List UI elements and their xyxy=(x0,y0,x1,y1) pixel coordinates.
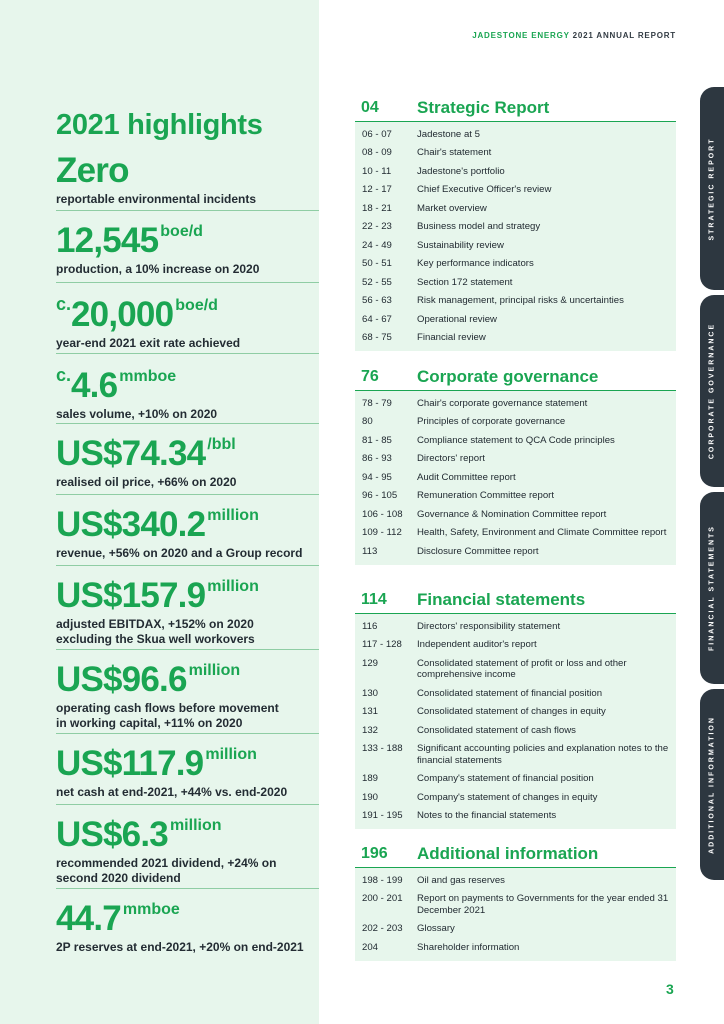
highlight-figure: c.4.6 mmboe xyxy=(56,365,177,405)
toc-row[interactable] xyxy=(355,292,676,311)
toc-title: Jadestone at 5 xyxy=(417,128,480,140)
toc-pages: 133 - 188 xyxy=(362,743,403,754)
toc-title: Section 172 statement xyxy=(417,276,513,288)
highlight-figure: US$157.9 million xyxy=(56,576,259,615)
toc-row[interactable] xyxy=(355,890,676,920)
header-brand: JADESTONE ENERGY xyxy=(472,31,570,40)
toc-section-title[interactable]: Additional information xyxy=(417,844,599,863)
toc-pages: 113 xyxy=(362,545,378,557)
highlight-figure: US$96.6 million xyxy=(56,660,241,699)
toc-title: Business model and strategy xyxy=(417,221,541,232)
toc-pages: 132 xyxy=(362,724,379,736)
toc-title: Oil and gas reserves xyxy=(417,874,505,886)
toc-row[interactable] xyxy=(355,218,676,237)
toc-row[interactable] xyxy=(355,524,676,543)
toc-pages: 86 - 93 xyxy=(362,453,392,464)
toc-title: Chair's corporate governance statement xyxy=(417,397,588,409)
toc-row[interactable] xyxy=(355,740,676,770)
toc-title: Sustainability review xyxy=(417,239,504,251)
toc-title: Key performance indicators xyxy=(417,258,534,269)
toc-title: Chief Executive Officer's review xyxy=(417,184,552,195)
highlight-figure: US$117.9 million xyxy=(56,744,257,783)
highlight-description: adjusted EBITDAX, +152% on 2020 excluding the Skua well workovers xyxy=(56,617,255,646)
toc-row[interactable] xyxy=(355,181,676,200)
toc-title: Glossary xyxy=(417,923,455,934)
toc-section-page[interactable]: 04 xyxy=(361,99,379,116)
toc-row[interactable] xyxy=(355,505,676,524)
toc-pages: 56 - 63 xyxy=(362,295,392,306)
toc-rows xyxy=(355,391,676,565)
toc-title: Chair's statement xyxy=(417,147,492,158)
report-header xyxy=(472,31,676,40)
toc-rows xyxy=(355,614,676,829)
toc-section-corporate-governance xyxy=(355,359,676,565)
highlight-description: year-end 2021 exit rate achieved xyxy=(56,336,241,350)
toc-pages: 106 - 108 xyxy=(362,508,403,520)
toc-title: Notes to the financial statements xyxy=(417,810,557,821)
toc-pages: 198 - 199 xyxy=(362,874,403,886)
toc-title: Report on payments to Governments for the year ended 31 December 2021 xyxy=(417,893,669,916)
toc-pages: 10 - 11 xyxy=(362,165,392,177)
highlight-description: sales volume, +10% on 2020 xyxy=(56,407,218,421)
highlight-figure: Zero xyxy=(56,151,129,190)
toc-row[interactable] xyxy=(355,431,676,450)
toc-row[interactable] xyxy=(355,920,676,939)
highlight-description: 2P reserves at end-2021, +20% on end-2021 xyxy=(56,940,304,954)
highlight-description: reportable environmental incidents xyxy=(56,192,257,206)
toc-row[interactable] xyxy=(355,807,676,826)
toc-section-page[interactable]: 114 xyxy=(361,591,387,608)
toc-section-header xyxy=(355,359,676,391)
toc-row[interactable] xyxy=(355,162,676,181)
toc-row[interactable] xyxy=(355,938,676,957)
tab-label: FINANCIAL STATEMENTS xyxy=(708,525,716,651)
highlight-ebitdax xyxy=(56,565,319,647)
highlight-net-cash xyxy=(56,733,319,800)
toc-row[interactable] xyxy=(355,684,676,703)
toc-row[interactable] xyxy=(355,329,676,348)
toc-title: Independent auditor's report xyxy=(417,639,537,650)
toc-title: Audit Committee report xyxy=(417,471,516,483)
highlight-description: realised oil price, +66% on 2020 xyxy=(56,475,237,489)
toc-row[interactable] xyxy=(355,654,676,684)
toc-rows xyxy=(355,122,676,351)
toc-pages: 204 xyxy=(362,941,379,953)
toc-pages: 191 - 195 xyxy=(362,810,403,821)
highlight-2p-reserves xyxy=(56,888,319,955)
toc-title: Consolidated statement of cash flows xyxy=(417,724,576,736)
toc-title: Governance & Nomination Committee report xyxy=(417,508,607,520)
toc-row[interactable] xyxy=(355,450,676,469)
toc-section-title[interactable]: Financial statements xyxy=(417,590,586,609)
toc-row[interactable] xyxy=(355,413,676,432)
toc-section-strategic-report xyxy=(355,90,676,351)
toc-row[interactable] xyxy=(355,394,676,413)
toc-pages: 96 - 105 xyxy=(362,490,398,501)
toc-pages: 109 - 112 xyxy=(362,527,402,538)
highlights-title: 2021 highlights xyxy=(56,109,263,141)
toc-row[interactable] xyxy=(355,871,676,890)
toc-pages: 52 - 55 xyxy=(362,276,392,288)
toc-pages: 130 xyxy=(362,687,379,699)
toc-row[interactable] xyxy=(355,542,676,561)
toc-row[interactable] xyxy=(355,770,676,789)
toc-title: Principles of corporate governance xyxy=(417,416,566,427)
toc-title: Market overview xyxy=(417,202,487,214)
highlights-panel xyxy=(0,0,319,1024)
toc-pages: 94 - 95 xyxy=(362,471,392,483)
highlight-operating-cash-flows xyxy=(56,649,319,731)
tab-label: ADDITIONAL INFORMATION xyxy=(708,715,716,854)
toc-title: Directors' report xyxy=(417,453,485,464)
toc-pages: 64 - 67 xyxy=(362,313,392,325)
toc-row[interactable] xyxy=(355,703,676,722)
toc-section-header xyxy=(355,582,676,614)
toc-section-financial-statements xyxy=(355,582,676,829)
toc-pages: 202 - 203 xyxy=(362,923,403,934)
toc-row[interactable] xyxy=(355,310,676,329)
highlight-dividend xyxy=(56,804,319,886)
highlight-zero-incidents xyxy=(56,153,319,207)
toc-title: Operational review xyxy=(417,313,497,325)
highlight-oil-price xyxy=(56,423,319,490)
page-number: 3 xyxy=(666,981,674,997)
toc-title: Jadestone's portfolio xyxy=(417,165,505,177)
highlight-sales-volume xyxy=(56,353,319,422)
toc-pages: 131 xyxy=(362,706,379,717)
toc-title: Consolidated statement of financial position xyxy=(417,687,603,699)
highlight-figure: 44.7 mmboe xyxy=(56,899,180,938)
highlight-production xyxy=(56,210,319,277)
toc-title: Financial review xyxy=(417,332,486,343)
highlight-figure: US$340.2 million xyxy=(56,505,259,544)
toc-row[interactable] xyxy=(355,487,676,506)
tab-corporate-governance[interactable] xyxy=(700,295,724,487)
highlight-figure: US$6.3 million xyxy=(56,815,222,854)
tab-label: STRATEGIC REPORT xyxy=(708,136,716,241)
toc-section-title[interactable]: Strategic Report xyxy=(417,98,550,117)
toc-rows xyxy=(355,868,676,961)
toc-title: Remuneration Committee report xyxy=(417,490,555,501)
toc-row[interactable] xyxy=(355,468,676,487)
toc-pages: 81 - 85 xyxy=(362,434,392,446)
toc-row[interactable] xyxy=(355,255,676,274)
toc-pages: 08 - 09 xyxy=(362,147,392,158)
toc-row[interactable] xyxy=(355,273,676,292)
toc-title: Disclosure Committee report xyxy=(417,545,539,557)
highlight-exit-rate xyxy=(56,282,319,351)
toc-pages: 116 xyxy=(362,620,378,632)
toc-title: Health, Safety, Environment and Climate Committee report xyxy=(417,527,667,538)
toc-section-header xyxy=(355,836,676,868)
toc-section-page[interactable]: 196 xyxy=(361,845,388,862)
toc-title: Company's statement of changes in equity xyxy=(417,791,598,803)
toc-title: Directors' responsibility statement xyxy=(417,620,561,632)
toc-pages: 129 xyxy=(362,657,379,669)
toc-row[interactable] xyxy=(355,125,676,144)
tab-strategic-report[interactable] xyxy=(700,87,724,290)
toc-title: Risk management, principal risks & uncertainties xyxy=(417,295,624,306)
highlight-figure: US$74.34 /bbl xyxy=(56,434,236,473)
toc-row[interactable] xyxy=(355,236,676,255)
toc-row[interactable] xyxy=(355,636,676,655)
section-tabs xyxy=(700,87,724,880)
toc-row[interactable] xyxy=(355,788,676,807)
toc-title: Consolidated statement of profit or loss and other comprehensive income xyxy=(417,657,627,680)
tab-financial-statements[interactable] xyxy=(700,492,724,684)
toc-pages: 78 - 79 xyxy=(362,397,392,409)
toc-title: Consolidated statement of changes in equity xyxy=(417,706,606,717)
toc-pages: 12 - 17 xyxy=(362,184,392,195)
toc-row[interactable] xyxy=(355,721,676,740)
toc-section-page[interactable]: 76 xyxy=(361,368,379,385)
highlight-description: operating cash flows before movement in working capital, +11% on 2020 xyxy=(56,701,279,730)
toc-pages: 117 - 128 xyxy=(362,639,402,650)
toc-section-additional-information xyxy=(355,836,676,961)
highlight-revenue xyxy=(56,494,319,561)
highlight-description: recommended 2021 dividend, +24% on second 2020 dividend xyxy=(56,856,277,885)
toc-pages: 80 xyxy=(362,416,373,427)
toc-pages: 190 xyxy=(362,791,379,803)
toc-row[interactable] xyxy=(355,199,676,218)
tab-additional-information[interactable] xyxy=(700,689,724,880)
tab-label: CORPORATE GOVERNANCE xyxy=(708,322,716,460)
toc-pages: 06 - 07 xyxy=(362,128,392,140)
toc-row[interactable] xyxy=(355,617,676,636)
toc-title: Compliance statement to QCA Code principles xyxy=(417,434,615,446)
toc-pages: 189 xyxy=(362,773,379,784)
toc-section-header xyxy=(355,90,676,122)
highlight-figure: 12,545 boe/d xyxy=(56,221,203,260)
toc-row[interactable] xyxy=(355,144,676,163)
header-report-title: 2021 ANNUAL REPORT xyxy=(569,31,676,40)
toc-title: Significant accounting policies and explanation notes to the financial statements xyxy=(417,743,669,766)
toc-pages: 24 - 49 xyxy=(362,239,392,251)
toc-pages: 50 - 51 xyxy=(362,258,392,269)
toc-pages: 200 - 201 xyxy=(362,893,403,904)
highlight-description: revenue, +56% on 2020 and a Group record xyxy=(56,546,303,560)
toc-title: Company's statement of financial position xyxy=(417,773,594,784)
toc-pages: 68 - 75 xyxy=(362,332,392,343)
toc-pages: 22 - 23 xyxy=(362,221,392,232)
toc-title: Shareholder information xyxy=(417,941,520,953)
highlight-description: net cash at end-2021, +44% vs. end-2020 xyxy=(56,785,288,799)
toc-section-title[interactable]: Corporate governance xyxy=(417,367,599,386)
highlight-figure: c.20,000 boe/d xyxy=(56,294,218,334)
highlight-description: production, a 10% increase on 2020 xyxy=(56,262,260,276)
toc-pages: 18 - 21 xyxy=(362,202,392,214)
